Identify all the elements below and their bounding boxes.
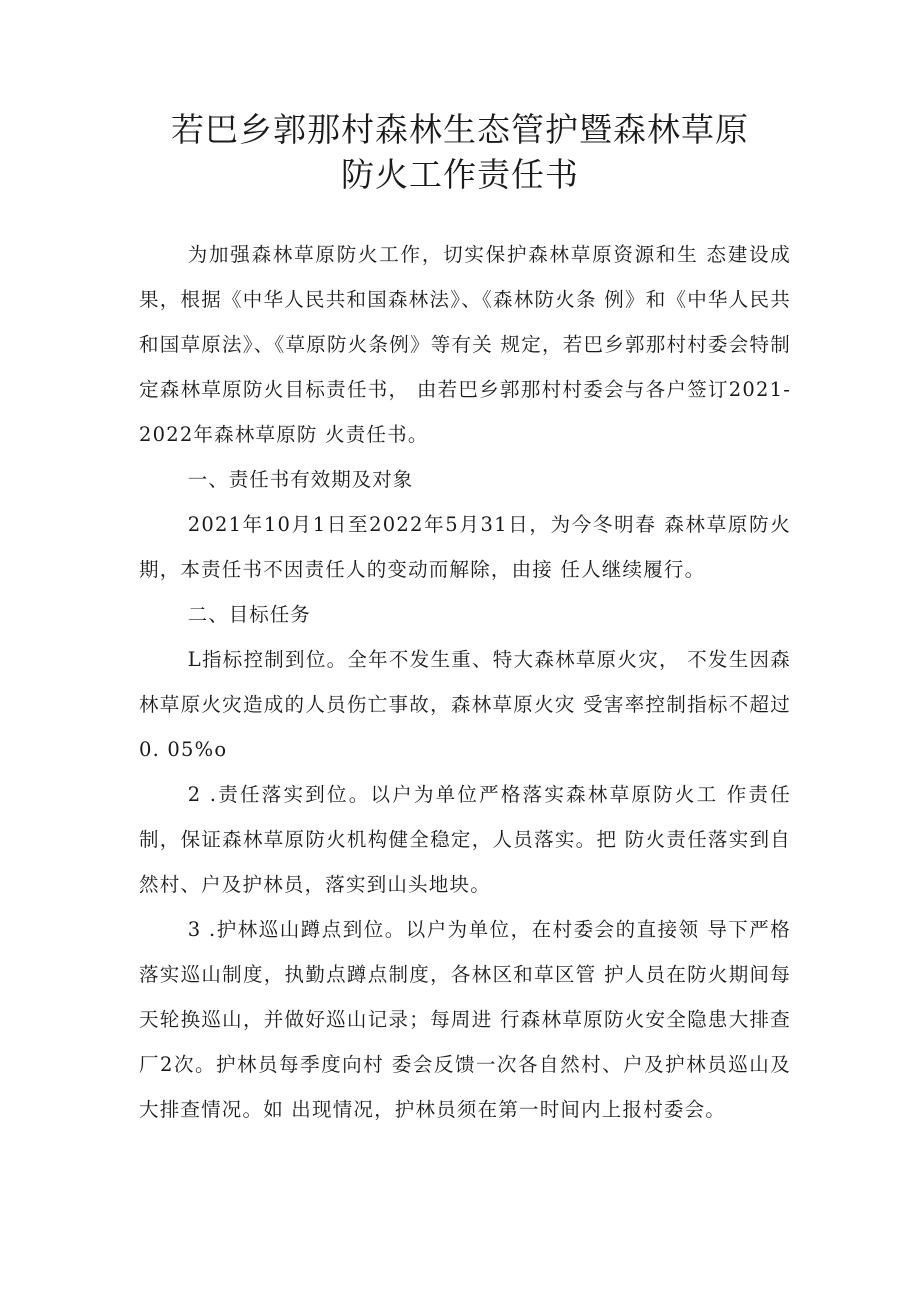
target-item-2: 2 .责任落实到位。以户为单位严格落实森林草原防火工 作责任制，保证森林草原防火机构健全稳定，人员落实。把 防火责任落实到自然村、户及护林员，落实到山头地块。 (139, 783, 791, 896)
target-item-3: 3 .护林巡山蹲点到位。以户为单位，在村委会的直接领 导下严格落实巡山制度，执勤点蹲点制度，各林区和草区管 护人员在防火期间每天轮换巡山，并做好巡山记录；每周进 行森林草原防火安全隐患大排查厂2次。护林员每季度向村 委会反馈一次各自然村、户及护林员巡山及大排查情况。如 出现情况，护林员须在第一时间内上报村委会。 (139, 918, 791, 1121)
section-2-heading: 二、目标任务 (187, 603, 311, 626)
intro-paragraph: 为加强森林草原防火工作，切实保护森林草原资源和生 态建设成果，根据《中华人民共和国森林法》、《森林防火条 例》和《中华人民共和国草原法》、《草原防火条例》等有关 规定，若巴乡郭那村村委会特制定森林草原防火目标责任书， 由若巴乡郭那村村委会与各户签订2021-2022年森林草原防 火责任书。 (139, 243, 791, 446)
document-title-line-2: 防火工作责任书 (341, 155, 579, 194)
document-body (139, 232, 791, 1132)
target-item-1: L指标控制到位。全年不发生重、特大森林草原火灾， 不发生因森林草原火灾造成的人员伤亡事故，森林草原火灾 受害率控制指标不超过0. 05%o (139, 648, 791, 761)
section-1-heading: 一、责任书有效期及对象 (187, 468, 414, 491)
section-1-paragraph: 2021年10月1日至2022年5月31日，为今冬明春 森林草原防火期，本责任书不因责任人的变动而解除，由接 任人继续履行。 (139, 513, 791, 581)
document-title-line-1: 若巴乡郭那村森林生态管护暨森林草原 (171, 110, 749, 149)
